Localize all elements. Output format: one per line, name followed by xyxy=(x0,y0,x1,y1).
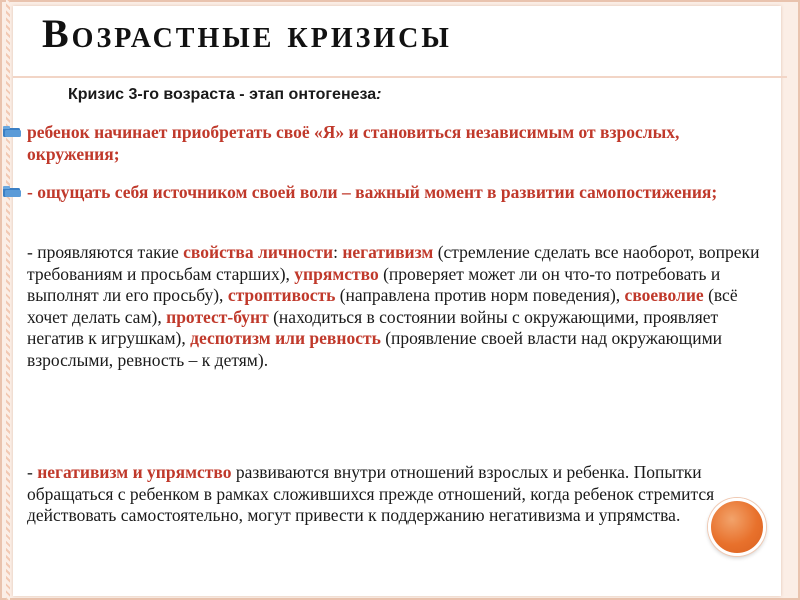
slide-subtitle xyxy=(68,86,381,104)
decorative-stripe xyxy=(6,0,10,600)
folder-bullet-icon xyxy=(2,124,24,138)
subtitle-colon: : xyxy=(376,86,382,103)
highlight-term: негативизм и упрямство xyxy=(37,462,232,482)
highlight-term: строптивость xyxy=(227,285,336,305)
paragraph-negativism xyxy=(27,462,772,527)
text-run: (всё хочет делать сам), xyxy=(27,285,738,327)
title-divider xyxy=(13,76,787,78)
highlight-term: протест-бунт xyxy=(166,306,269,327)
text-run: (проявление своей власти над окружающими взрослыми, ревность – к детям). xyxy=(27,328,723,370)
bullet-paragraph-2: - ощущать себя источником своей воли – важный момент в развитии самопостижения; xyxy=(27,182,718,202)
subtitle-text: Кризис 3-го возраста - этап онтогенеза xyxy=(68,86,377,103)
text-run: - проявляются такие xyxy=(27,242,184,262)
text-run: (стремление сделать все наоборот, вопреки требованиям и просьбам старших), xyxy=(27,242,760,284)
highlight-term: деспотизм или ревность xyxy=(190,328,381,348)
bullet-paragraph-1: ребенок начинает приобретать своё «Я» и становиться независимым от взрослых, окружения; xyxy=(27,122,680,164)
highlight-term: негативизм xyxy=(342,242,434,262)
text-run: - xyxy=(27,462,38,482)
folder-bullet-icon xyxy=(2,184,24,198)
highlight-term: свойства личности xyxy=(183,242,334,262)
highlight-term: упрямство xyxy=(294,263,379,284)
text-run: : xyxy=(333,242,343,262)
orange-circle-icon xyxy=(708,498,766,556)
text-run: (направлена против норм поведения), xyxy=(335,285,625,305)
highlight-term: своеволие xyxy=(624,285,704,305)
paragraph-personality-traits xyxy=(27,242,772,371)
text-run: (проверяет может ли он что-то потребовать и выполнят ли его просьбу), xyxy=(27,263,721,305)
text-run: развиваются внутри отношений взрослых и ребенка. Попытки обращаться с ребенком в рамках сложившихся прежде отношений, когда ребенок стремится действовать самостоятельно, могут привести к поддержанию негативизма и упрямства. xyxy=(27,462,715,525)
text-run: (находиться в состоянии войны с окружающими, проявляет негатив к игрушкам), xyxy=(27,306,719,348)
slide-title: Возрастные кризисы xyxy=(42,11,452,56)
